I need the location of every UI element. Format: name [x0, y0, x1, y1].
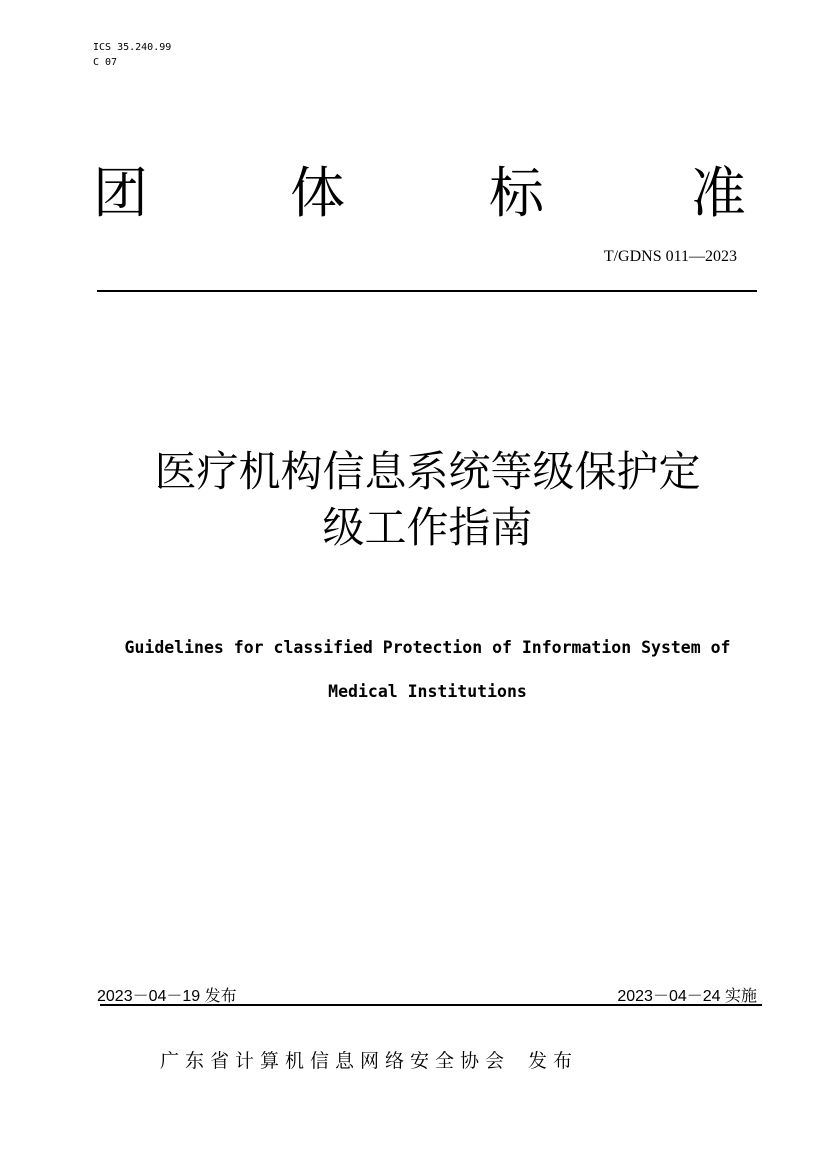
standard-type-char: 团 [93, 161, 149, 225]
standard-type-char: 体 [290, 161, 346, 225]
header-divider [97, 290, 757, 292]
chinese-title [70, 444, 785, 556]
standard-type-heading [93, 162, 753, 232]
english-title [90, 626, 765, 714]
publisher-line [160, 1046, 578, 1073]
ics-code: ICS 35.240.99 [93, 42, 172, 53]
english-title-line: Guidelines for classified Protection of Information System of [124, 638, 731, 657]
chinese-title-line: 级工作指南 [322, 503, 533, 552]
issue-date: 2023－04－19 发布 [97, 988, 237, 1005]
classification-codes [93, 40, 171, 70]
standard-type-char: 准 [691, 161, 747, 225]
publish-label: 发布 [528, 1050, 579, 1072]
standard-number: T/GDNS 011—2023 [603, 248, 737, 265]
ccs-code: C 07 [93, 57, 118, 68]
footer-divider [100, 1004, 762, 1006]
implementation-date: 2023－04－24 实施 [617, 988, 757, 1005]
standard-type-char: 标 [489, 161, 545, 225]
english-title-line: Medical Institutions [328, 682, 527, 701]
publisher-org: 广东省计算机信息网络安全协会 [160, 1050, 511, 1072]
chinese-title-line: 医疗机构信息系统等级保护定 [154, 447, 701, 496]
